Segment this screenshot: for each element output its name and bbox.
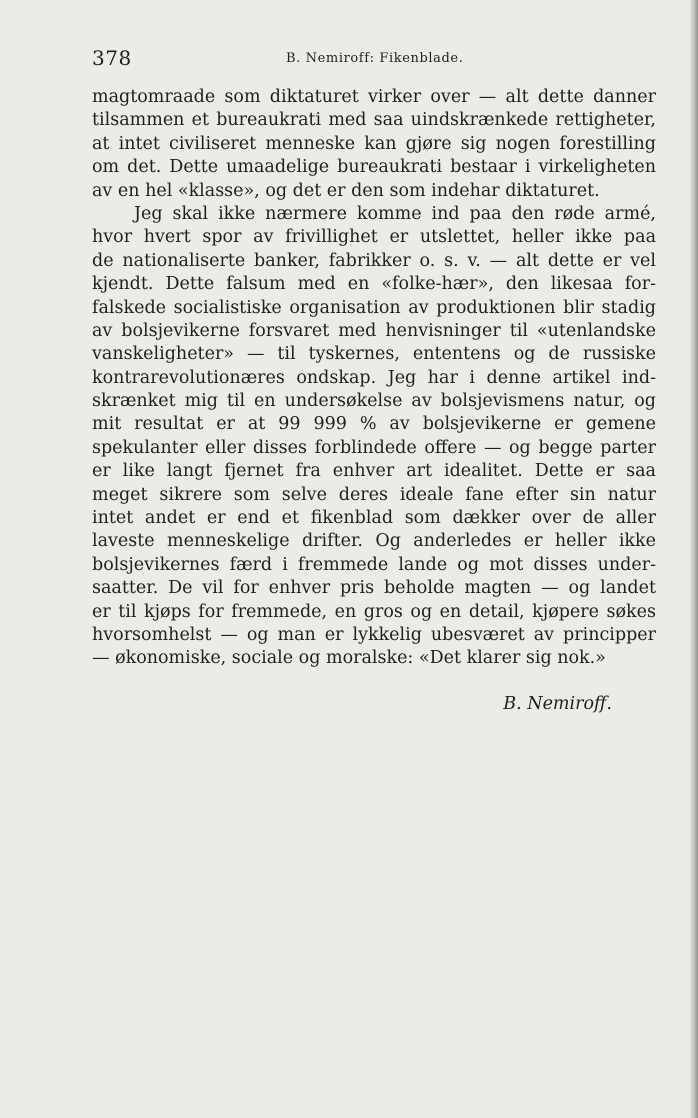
text-line: skrænket mig til en undersøkelse av bolsjevismens natur, og [92,391,656,412]
text-line: av bolsjevikerne forsvaret med henvisninger til «utenlandske [92,320,656,341]
text-line: hvor hvert spor av frivillighet er utslettet, heller ikke paa [92,227,656,248]
page-header [92,46,658,76]
text-line: meget sikrere som selve deres ideale fane efter sin natur [92,484,656,505]
text-line: falskede socialistiske organisation av produktionen blir stadig [92,297,656,318]
text-line: de nationaliserte banker, fabrikker o. s. v. — alt dette er vel [92,250,656,271]
author-signature: B. Nemiroff. [503,694,612,714]
text-line: laveste menneskelige drifter. Og anderledes er heller ikke [92,531,656,552]
text-line: Jeg skal ikke nærmere komme ind paa den røde armé, [134,203,656,224]
paragraph [92,86,656,203]
text-line: er like langt fjernet fra enhver art idealitet. Dette er saa [92,461,656,482]
text-line: spekulanter eller disses forblindede offere — og begge parter [92,437,656,458]
page-edge [690,0,698,1118]
text-line: er til kjøps for fremmede, en gros og en detail, kjøpere søkes [92,601,656,622]
text-line: mit resultat er at 99 999 % av bolsjevikerne er gemene [92,414,656,435]
text-line: bolsjevikernes færd i fremmede lande og mot disses under- [92,554,656,575]
text-line: vanskeligheter» — til tyskernes, ententens og de russiske [92,344,656,365]
paragraph [92,203,656,671]
text-line: magtomraade som diktaturet virker over — alt dette danner [92,87,656,107]
text-line: tilsammen et bureaukrati med saa uindskrænkede rettigheter, [92,110,656,131]
text-line: — økonomiske, sociale og moralske: «Det klarer sig nok.» [92,648,606,669]
text-line: at intet civiliseret menneske kan gjøre sig nogen forestilling [92,133,656,154]
text-line: intet andet er end et fikenblad som dækker over de aller [92,508,656,529]
text-line: saatter. De vil for enhver pris beholde magten — og landet [92,578,656,599]
page-number: 378 [92,46,132,70]
text-line: kjendt. Dette falsum med en «folke-hær», den likesaa for- [92,274,656,295]
text-line: av en hel «klasse», og det er den som indehar diktaturet. [92,180,600,201]
running-head: B. Nemiroff: Fikenblade. [286,51,464,66]
text-line: hvorsomhelst — og man er lykkelig ubesværet av principper [92,624,656,645]
article-body [92,86,656,671]
text-line: om det. Dette umaadelige bureaukrati bestaar i virkeligheten [92,157,656,178]
text-line: kontrarevolutionæres ondskap. Jeg har i denne artikel ind- [92,367,656,388]
